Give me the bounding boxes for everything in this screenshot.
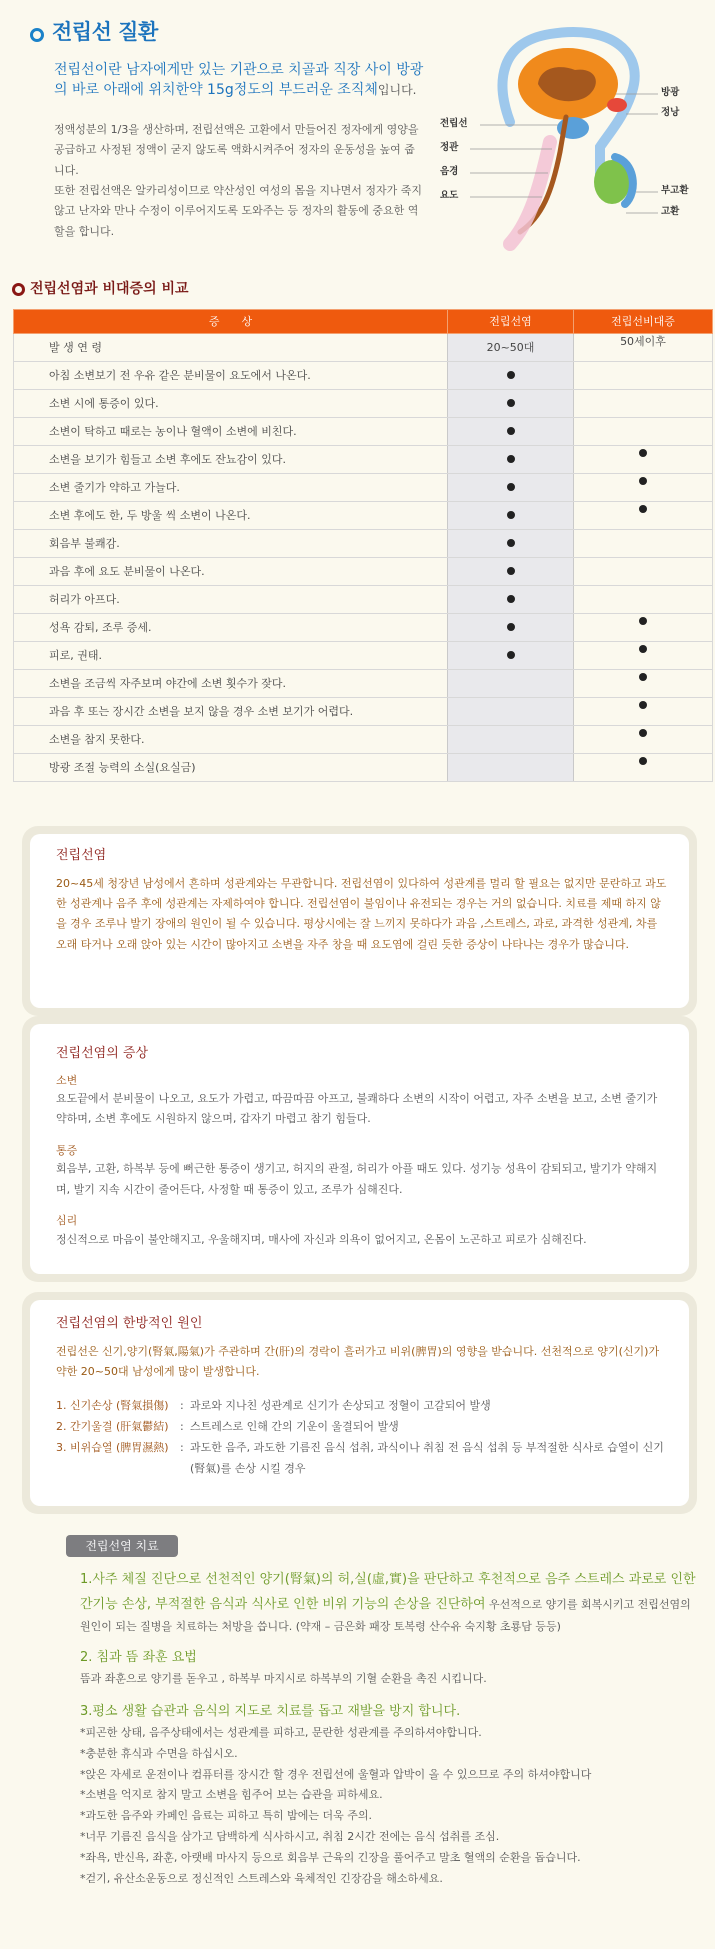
bullet-dot-icon	[639, 449, 647, 457]
prostatitis-cell	[448, 614, 574, 642]
symptom-cell: 성욕 감퇴, 조루 증세.	[14, 614, 448, 642]
circle-bullet-icon	[12, 283, 25, 296]
bph-cell	[574, 698, 713, 726]
table-row	[14, 754, 713, 782]
bullet-dot-icon	[639, 673, 647, 681]
table-row	[14, 474, 713, 502]
prostatitis-cell	[448, 530, 574, 558]
symptom-cell: 소변을 보기가 힘들고 소변 후에도 잔뇨감이 있다.	[14, 446, 448, 474]
prostatitis-cell	[448, 698, 574, 726]
treatment-label: 전립선염 치료	[66, 1535, 178, 1557]
treatment-tips	[80, 1723, 700, 1890]
bph-cell	[574, 446, 713, 474]
bullet-dot-icon	[507, 651, 515, 659]
bullet-dot-icon	[639, 477, 647, 485]
comparison-title: 전립선염과 비대증의 비교	[30, 281, 189, 297]
prostatitis-box	[22, 826, 697, 1016]
intro-lead-text: 전립선이란 남자에게만 있는 기관으로 치골과 직장 사이 방광의 바로 아래에 위치한약 15g정도의 부드러운 조직체	[54, 62, 424, 99]
symptom-cell: 소변을 조금씩 자주보며 야간에 소변 횟수가 잦다.	[14, 670, 448, 698]
prostatitis-cell	[448, 418, 574, 446]
bph-cell	[574, 502, 713, 530]
bullet-dot-icon	[639, 505, 647, 513]
symptom-cell: 과음 후에 요도 분비물이 나온다.	[14, 558, 448, 586]
table-row	[14, 530, 713, 558]
cause-sep: :	[180, 1399, 184, 1413]
section-text-mind: 정신적으로 마음이 불안해지고, 우울해지며, 매사에 자신과 의욕이 없어지고, 온몸이 노곤하고 피로가 심해진다.	[56, 1232, 587, 1246]
bullet-dot-icon	[639, 645, 647, 653]
box-content	[30, 834, 689, 1008]
cause-text: 스트레스로 인해 간의 기운이 울결되어 발생	[190, 1420, 399, 1434]
symptom-cell: 소변을 참지 못한다.	[14, 726, 448, 754]
prostatitis-cell	[448, 586, 574, 614]
box-content	[30, 1024, 689, 1274]
prostatitis-cell	[448, 642, 574, 670]
section-head-pain: 통증	[56, 1143, 78, 1157]
tip-item: *소변을 억지로 참지 말고 소변을 힘주어 보는 습관을 피하세요.	[80, 1788, 383, 1802]
symptom-cell: 소변이 탁하고 때로는 농이나 혈액이 소변에 비친다.	[14, 418, 448, 446]
section-head-mind: 심리	[56, 1214, 78, 1228]
intro-paragraph: 또한 전립선액은 알카리성이므로 약산성인 여성의 몸을 지나면서 정자가 죽지 않고 난자와 만나 수정이 이루어지도록 도와주는 등 정자의 활동에 중요한 역할을 합니다.	[54, 184, 423, 238]
section-text-pain: 회음부, 고환, 하복부 등에 뻐근한 통증이 생기고, 허지의 관절, 허리가 아플 때도 있다. 성기능 성욕이 감퇴되고, 발기가 약해지며, 발기 지속 시간이 줄어든다, 사정할 때 통증이 있고, 조루가 심해진다.	[56, 1162, 658, 1196]
table-row	[14, 558, 713, 586]
anatomy-illustration	[440, 22, 710, 257]
symptom-cell: 소변 후에도 한, 두 방울 씩 소변이 나온다.	[14, 502, 448, 530]
penis-shape	[510, 142, 550, 244]
prostatitis-cell	[448, 362, 574, 390]
table-row	[14, 670, 713, 698]
label-urethra: 요도	[440, 190, 459, 201]
oriental-cause-box	[22, 1292, 697, 1514]
treatment-item-2-text: 뜸과 좌훈으로 양기를 돋우고 , 하복부 마지시로 하복부의 기혈 순환을 촉진 시킵니다.	[80, 1671, 487, 1685]
treatment-item-1-gray: 우선적으로 양기를 회복시키고 전립선염의 원인이 되는 질병을 치료하는 처방을 씁니다. (약재 – 금은화 패장 토복령 산수유 숙지황 초룡담 등등)	[80, 1597, 691, 1634]
prostatitis-cell	[448, 670, 574, 698]
box-title: 전립선염	[56, 848, 107, 863]
bph-cell	[574, 558, 713, 586]
label-testis: 고환	[661, 206, 680, 217]
bullet-dot-icon	[507, 427, 515, 435]
symptom-cell: 발 생 연 령	[14, 334, 448, 362]
symptom-cell: 과음 후 또는 장시간 소변을 보지 않을 경우 소변 보기가 어렵다.	[14, 698, 448, 726]
cause-sep: :	[180, 1440, 184, 1454]
bph-cell	[574, 586, 713, 614]
cause-sep: :	[180, 1420, 184, 1434]
table-row	[14, 726, 713, 754]
bph-cell	[574, 530, 713, 558]
bullet-dot-icon	[639, 757, 647, 765]
symptoms-box	[22, 1016, 697, 1282]
label-seminal-vesicle: 정낭	[661, 107, 680, 118]
bullet-dot-icon	[639, 701, 647, 709]
bph-cell	[574, 390, 713, 418]
bullet-dot-icon	[507, 483, 515, 491]
bullet-dot-icon	[507, 455, 515, 463]
cause-key: 1. 신기손상 (腎氣損傷)	[56, 1399, 169, 1413]
intro-lead-tail: 입니다.	[377, 83, 417, 98]
table-row	[14, 362, 713, 390]
tip-item: *좌욕, 반신욕, 좌훈, 아랫배 마사지 등으로 회음부 근육의 긴장을 풀어주고 말초 혈액의 순환을 돕습니다.	[80, 1851, 581, 1865]
bullet-dot-icon	[507, 539, 515, 547]
prostatitis-cell	[448, 390, 574, 418]
cause-text: 과도한 음주, 과도한 기름진 음식 섭취, 과식이나 취침 전 음식 섭취 등 부적절한 식사로 습열이 신기(腎氣)를 손상 시킬 경우	[190, 1440, 664, 1475]
label-bladder: 방광	[661, 87, 680, 98]
anatomy-diagram	[440, 22, 710, 257]
cause-key: 2. 간기울결 (肝氣鬱結)	[56, 1420, 169, 1434]
prostatitis-cell	[448, 334, 574, 362]
box-text: 20~45세 청장년 남성에서 흔하며 성관계와는 무관합니다. 전립선염이 있다하여 성관계를 멀리 할 필요는 없지만 문란하고 과도한 성관계나 음주 후에 성관계는 자제하여야 합니다. 전립선염이 불임이나 유전되는 경우는 거의 없습니다. 치료를 제때 하지 않을 경우 조루나 발기 장애의 원인이 될 수 있습니다. 평상시에는 잘 느끼지 못하다가 과음 ,스트레스, 과로, 과격한 성관계, 차를 오래 타거나 오래 앉아 있는 시간이 많아지고 소변을 자주 창을 때 요도염에 걸린 듯한 증상이 나타나는 경우가 많습니다.	[56, 876, 667, 951]
table-row	[14, 446, 713, 474]
symptom-cell: 피로, 권태.	[14, 642, 448, 670]
prostatitis-cell	[448, 446, 574, 474]
bph-cell	[574, 670, 713, 698]
symptom-cell: 회음부 불쾌감.	[14, 530, 448, 558]
table-row	[14, 502, 713, 530]
section-head-urine: 소변	[56, 1073, 78, 1087]
table-row	[14, 418, 713, 446]
symptom-cell: 소변 줄기가 약하고 가늘다.	[14, 474, 448, 502]
bph-cell	[574, 614, 713, 642]
tip-item: *앉은 자세로 운전이나 컴퓨터를 장시간 할 경우 전립선에 울혈과 압박이 올 수 있으므로 주의 하셔야합니다	[80, 1767, 592, 1781]
label-prostate: 전립선	[440, 118, 468, 129]
prostatitis-cell	[448, 754, 574, 782]
cause-item	[56, 1438, 667, 1480]
page-title: 전립선 질환	[52, 20, 158, 44]
intro-section	[0, 0, 715, 260]
tip-item: *피곤한 상태, 음주상태에서는 성관계를 피하고, 문란한 성관계를 주의하셔야합니다.	[80, 1725, 482, 1739]
prostatitis-cell	[448, 558, 574, 586]
tip-item: *걷기, 유산소운동으로 정신적인 스트레스와 육체적인 긴장감을 해소하세요.	[80, 1872, 443, 1886]
seminal-vesicle-shape	[607, 98, 627, 112]
section-text-urine: 요도끝에서 분비물이 나오고, 요도가 가렵고, 따끔따끔 아프고, 불쾌하다 소변의 시작이 어렵고, 자주 소변을 보고, 소변 줄기가 약하며, 소변 후에도 시원하지 않으며, 갑자기 마렵고 참기 힘들다.	[56, 1092, 658, 1126]
cause-text: 과로와 지나친 성관계로 신기가 손상되고 정혈이 고갈되어 발생	[190, 1399, 491, 1413]
label-penis: 음경	[440, 166, 459, 177]
box-content	[30, 1300, 689, 1506]
bullet-dot-icon	[507, 399, 515, 407]
treatment-item-3	[80, 1702, 700, 1890]
intro-body	[54, 120, 424, 242]
prostatitis-cell	[448, 474, 574, 502]
intro-lead	[54, 60, 424, 101]
bph-cell	[574, 474, 713, 502]
symptom-cell: 아침 소변보기 전 우유 같은 분비물이 요도에서 나온다.	[14, 362, 448, 390]
prostatitis-cell	[448, 502, 574, 530]
treatment-item-2	[80, 1648, 700, 1690]
treatment-item-3-title: 3.평소 생활 습관과 음식의 지도로 치료를 돕고 재발을 방지 합니다.	[80, 1704, 461, 1719]
header-bph: 전립선비대증	[574, 310, 713, 334]
tip-item: *과도한 음주와 카페인 음료는 피하고 특히 밤에는 더욱 주의.	[80, 1809, 372, 1823]
cause-item	[56, 1396, 667, 1417]
tip-item: *너무 기름진 음식을 삼가고 담백하게 식사하시고, 취침 2시간 전에는 음식 섭취를 조심.	[80, 1830, 500, 1844]
comparison-table	[13, 309, 713, 782]
table-row	[14, 614, 713, 642]
bph-cell	[574, 642, 713, 670]
treatment-item-1	[80, 1568, 700, 1638]
header-symptom: 증 상	[14, 310, 448, 334]
bullet-dot-icon	[507, 595, 515, 603]
bullet-dot-icon	[507, 567, 515, 575]
prostatitis-cell	[448, 726, 574, 754]
cell-text: 50세이후	[620, 334, 666, 348]
symptom-cell: 소변 시에 통증이 있다.	[14, 390, 448, 418]
table-row	[14, 698, 713, 726]
box-title: 전립선염의 한방적인 원인	[56, 1316, 203, 1331]
treatment-item-2-title: 2. 침과 뜸 좌훈 요법	[80, 1650, 197, 1665]
bullet-dot-icon	[639, 729, 647, 737]
bph-cell	[574, 754, 713, 782]
bullet-dot-icon	[639, 617, 647, 625]
label-epididymis: 부고환	[661, 185, 689, 196]
header-prostatitis: 전립선염	[448, 310, 574, 334]
bullet-dot-icon	[507, 371, 515, 379]
label-vas-deferens: 정관	[440, 142, 459, 153]
cause-item	[56, 1417, 667, 1438]
bph-cell	[574, 418, 713, 446]
box-title: 전립선염의 증상	[56, 1046, 149, 1061]
circle-bullet-icon	[30, 28, 44, 42]
bph-cell	[574, 334, 713, 362]
bullet-dot-icon	[507, 511, 515, 519]
intro-paragraph: 정액성분의 1/3을 생산하며, 전립선액은 고환에서 만들어진 정자에게 영양을 공급하고 사정된 정액이 굳지 않도록 액화시켜주어 정자의 운동성을 높여 줍니다.	[54, 123, 419, 177]
tip-item: *충분한 휴식과 수면을 하십시오.	[80, 1746, 238, 1760]
cause-key: 3. 비위습열 (脾胃濕熱)	[56, 1440, 169, 1454]
cell-text: 20~50대	[486, 340, 535, 354]
table-row	[14, 642, 713, 670]
table-header-row	[14, 310, 713, 334]
symptom-cell: 방광 조절 능력의 소실(요실금)	[14, 754, 448, 782]
bph-cell	[574, 726, 713, 754]
bph-cell	[574, 362, 713, 390]
symptom-cell: 허리가 아프다.	[14, 586, 448, 614]
table-row	[14, 390, 713, 418]
table-row	[14, 586, 713, 614]
table-body	[14, 334, 713, 782]
table-row	[14, 334, 713, 362]
treatment-item-1-green: 1.사주 체질 진단으로 선천적인 양기(腎氣)의 허,실(虛,實)을 판단하고 후천적으로 음주 스트레스 과로로 인한 간기능 손상, 부적절한 음식과 식사로 인한 비위 기능의 손상을 진단하여	[80, 1572, 696, 1612]
bullet-dot-icon	[507, 623, 515, 631]
box-intro: 전립선은 신기,양기(腎氣,陽氣)가 주관하며 간(肝)의 경락이 흘러가고 비위(脾胃)의 영향을 받습니다. 선천적으로 양기(신기)가 약한 20~50대 남성에게 많이 발생합니다.	[56, 1344, 660, 1378]
